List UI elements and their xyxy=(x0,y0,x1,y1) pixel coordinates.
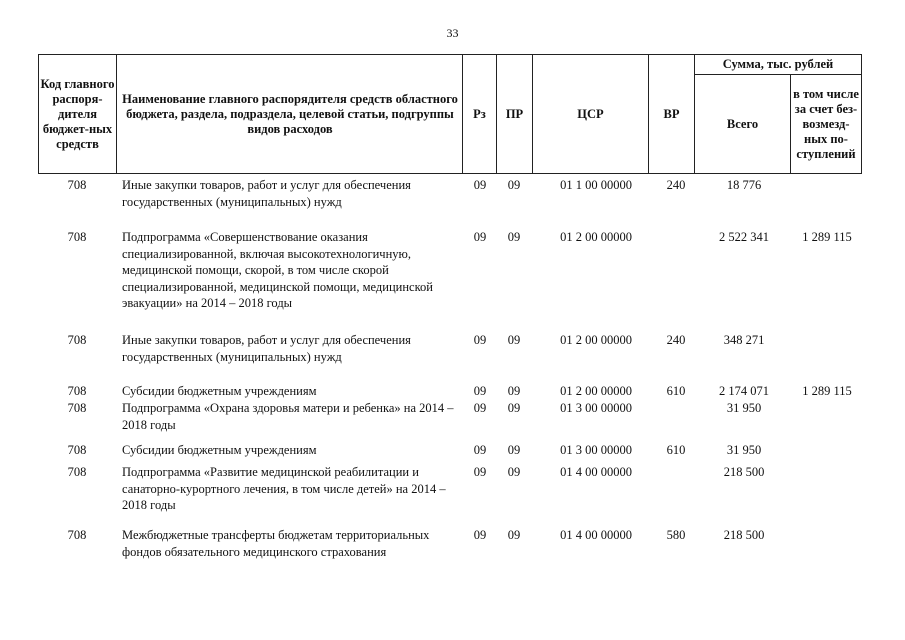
header-csr: ЦСР xyxy=(577,106,604,121)
header-sum: Сумма, тыс. рублей xyxy=(722,57,834,71)
header-free: в том числе за счет без-возмезд-ных по-ступлений xyxy=(793,86,859,161)
cell-total: 218 500 xyxy=(723,528,765,542)
cell-total: 18 776 xyxy=(726,178,762,192)
header-kod: Код главного распоря-дителя бюджет-ных средств xyxy=(40,76,115,151)
cell-pr: 09 xyxy=(507,528,521,542)
cell-vr: 610 xyxy=(666,384,686,398)
cell-csr: 01 4 00 00000 xyxy=(560,465,632,479)
cell-rz: 09 xyxy=(473,230,487,244)
cell-rz: 09 xyxy=(473,333,487,347)
header-vr: ВР xyxy=(663,106,680,121)
cell-pr: 09 xyxy=(507,443,521,457)
cell-pr: 09 xyxy=(507,384,521,398)
header-name: Наименование главного распорядителя средств областного бюджета, раздела, подраздела, целевой статьи, подгруппы видов расходов xyxy=(122,91,458,136)
cell-kod: 708 xyxy=(67,465,87,479)
cell-csr: 01 3 00 00000 xyxy=(560,401,632,415)
cell-name: Субсидии бюджетным учреждениям xyxy=(122,443,317,457)
cell-csr: 01 2 00 00000 xyxy=(560,333,632,347)
cell-csr: 01 2 00 00000 xyxy=(560,384,632,398)
cell-total: 218 500 xyxy=(723,465,765,479)
header-pr: ПР xyxy=(505,106,524,121)
cell-vr: 240 xyxy=(666,178,686,192)
cell-pr: 09 xyxy=(507,230,521,244)
cell-rz: 09 xyxy=(473,178,487,192)
cell-total: 31 950 xyxy=(726,443,762,457)
cell-name: Иные закупки товаров, работ и услуг для обеспечения государственных (муниципальных) нужд xyxy=(122,333,411,364)
cell-name: Субсидии бюджетным учреждениям xyxy=(122,384,317,398)
cell-vr: 580 xyxy=(666,528,686,542)
cell-pr: 09 xyxy=(507,401,521,415)
cell-total: 2 174 071 xyxy=(719,384,769,398)
table-header xyxy=(38,54,862,174)
cell-vr: 610 xyxy=(666,443,686,457)
cell-rz: 09 xyxy=(473,443,487,457)
cell-name: Иные закупки товаров, работ и услуг для обеспечения государственных (муниципальных) нужд xyxy=(122,178,411,209)
cell-free: 1 289 115 xyxy=(802,384,852,398)
cell-csr: 01 1 00 00000 xyxy=(560,178,632,192)
cell-rz: 09 xyxy=(473,528,487,542)
page-number: 33 xyxy=(446,26,459,40)
cell-csr: 01 2 00 00000 xyxy=(560,230,632,244)
cell-rz: 09 xyxy=(473,465,487,479)
cell-name: Подпрограмма «Развитие медицинской реабилитации и санаторно-курортного лечения, в том числе детей» на 2014 – 2018 годы xyxy=(122,465,446,513)
cell-pr: 09 xyxy=(507,178,521,192)
cell-free: 1 289 115 xyxy=(802,230,852,244)
cell-csr: 01 4 00 00000 xyxy=(560,528,632,542)
cell-kod: 708 xyxy=(67,528,87,542)
header-rz: Рз xyxy=(473,106,486,121)
cell-kod: 708 xyxy=(67,401,87,415)
cell-name: Подпрограмма «Совершенствование оказания специализированной, включая высокотехнологичную, медицинской помощи, скорой, в том числе скорой специализированной, медицинской помощи, медицинской эвакуации» на 2014 – 2018 годы xyxy=(122,230,433,311)
cell-csr: 01 3 00 00000 xyxy=(560,443,632,457)
cell-kod: 708 xyxy=(67,384,87,398)
cell-kod: 708 xyxy=(67,178,87,192)
cell-kod: 708 xyxy=(67,443,87,457)
cell-kod: 708 xyxy=(67,333,87,347)
cell-name: Межбюджетные трансферты бюджетам территориальных фондов обязательного медицинского страхования xyxy=(122,528,430,559)
cell-pr: 09 xyxy=(507,333,521,347)
cell-total: 2 522 341 xyxy=(719,230,769,244)
cell-pr: 09 xyxy=(507,465,521,479)
cell-name: Подпрограмма «Охрана здоровья матери и ребенка» на 2014 – 2018 годы xyxy=(122,401,454,432)
cell-kod: 708 xyxy=(67,230,87,244)
header-total: Всего xyxy=(726,116,759,131)
cell-total: 348 271 xyxy=(723,333,765,347)
cell-total: 31 950 xyxy=(726,401,762,415)
cell-rz: 09 xyxy=(473,384,487,398)
cell-rz: 09 xyxy=(473,401,487,415)
cell-vr: 240 xyxy=(666,333,686,347)
